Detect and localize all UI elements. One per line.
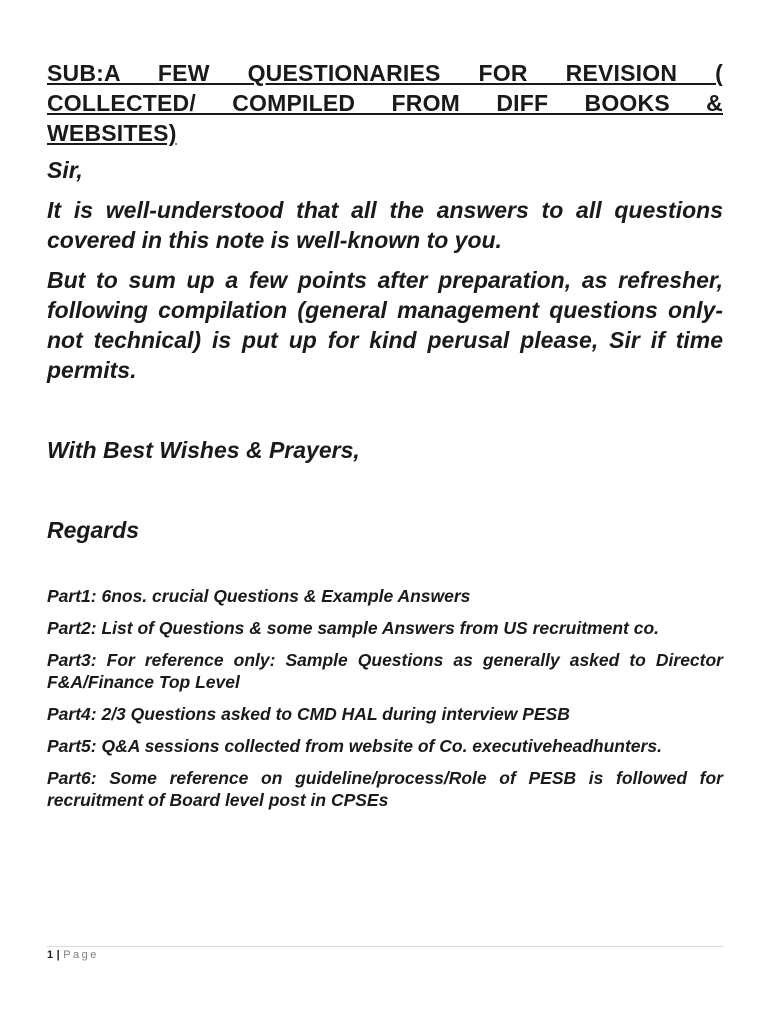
page-number: 1 [47,949,54,961]
closing-wishes: With Best Wishes & Prayers, [47,437,360,463]
part-item-6: Part6: Some reference on guideline/process/Role of PESB is followed for recruitment of Board level post in CPSEs [47,768,723,810]
salutation: Sir, [47,157,83,183]
purpose-paragraph: But to sum up a few points after preparation, as refresher, following compilation (general management questions only-not technical) is put up for kind perusal please, Sir if time permits. [47,267,723,383]
footer-divider [47,946,723,947]
page-footer [47,949,99,961]
part-item-4: Part4: 2/3 Questions asked to CMD HAL during interview PESB [47,704,570,724]
document-page [47,58,723,821]
part-item-5: Part5: Q&A sessions collected from website of Co. executiveheadhunters. [47,736,662,756]
subject-heading-line-2: COLLECTED/ COMPILED FROM DIFF BOOKS & [47,90,723,116]
part-item-1: Part1: 6nos. crucial Questions & Example Answers [47,586,471,606]
page-label: Page [63,949,99,961]
part-item-2: Part2: List of Questions & some sample Answers from US recruitment co. [47,618,660,638]
subject-heading-line-1: SUB:A FEW QUESTIONARIES FOR REVISION ( [47,60,723,86]
subject-heading [47,58,723,148]
intro-paragraph: It is well-understood that all the answers to all questions covered in this note is well-known to you. [47,197,723,253]
parts-list [47,585,723,811]
regards: Regards [47,517,140,543]
subject-heading-line-3: WEBSITES) [47,120,177,146]
footer-separator: | [56,949,61,961]
part-item-3: Part3: For reference only: Sample Questions as generally asked to Director F&A/Finance Top Level [47,650,723,692]
